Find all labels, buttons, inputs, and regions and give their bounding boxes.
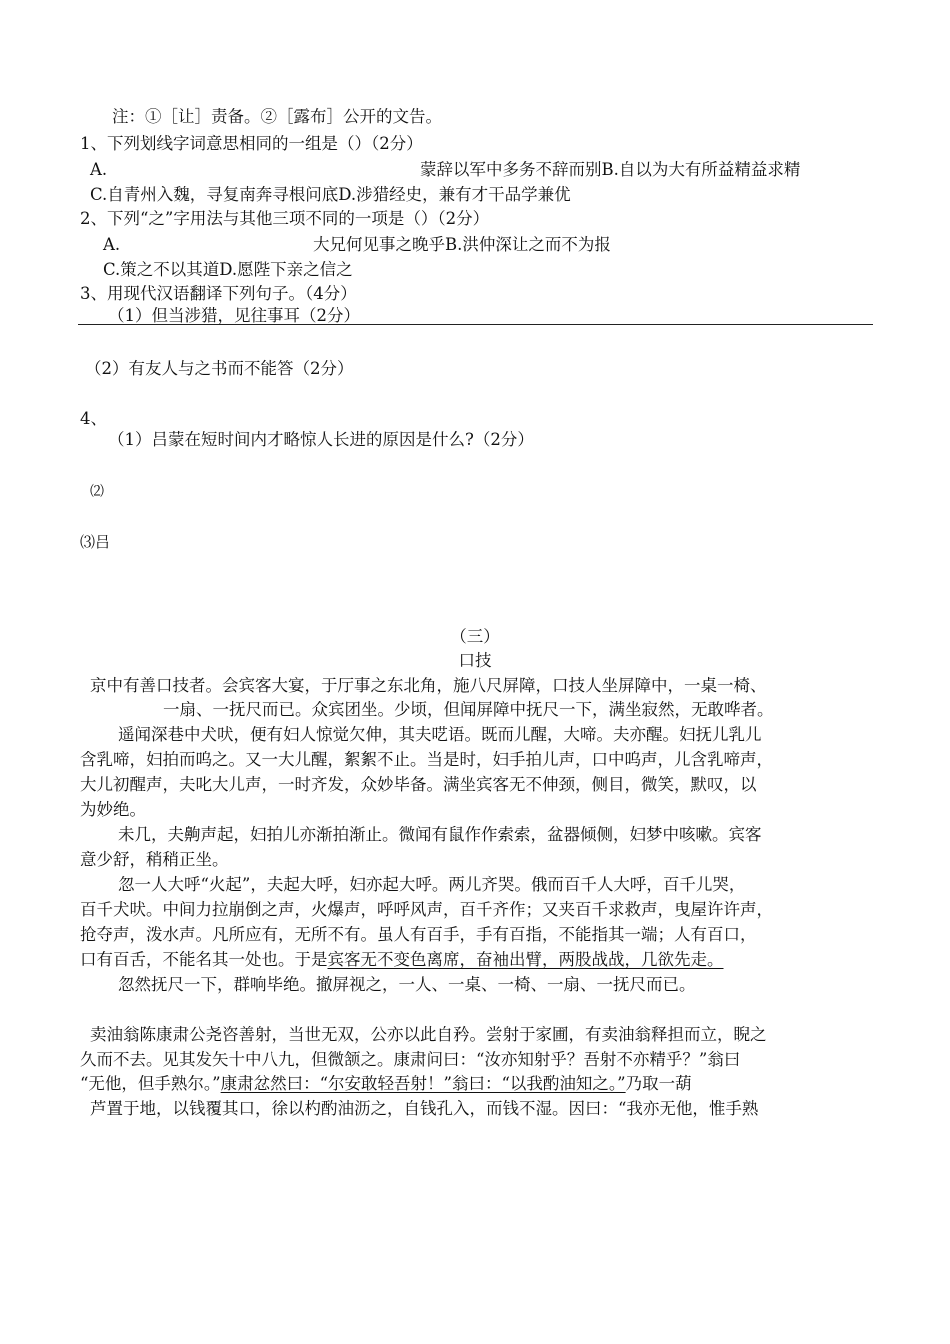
underlined-sentence: 宾客无不变色离席，奋袖出臂，两股战战，几欲先走。 [327,950,724,969]
passage-line: 一扇、一抚尺而已。众宾团坐。少顷，但闻屏障中抚尺一下，满坐寂然，无敢哗者。 [163,700,774,719]
passage-text: “无他，但手熟尔。” [80,1074,221,1093]
passage-line: 久而不去。见其发矢十中八九，但微颔之。康肃问曰：“汝亦知射乎？吾射不亦精乎？”翁曰 [80,1050,741,1069]
question-4-item-1: （1）吕蒙在短时间内才略惊人长进的原因是什么?（2分） [108,430,534,449]
passage-line: 遥闻深巷中犬吠，便有妇人惊觉欠伸，其夫呓语。既而儿醒，大啼。夫亦醒。妇抚儿乳儿 [118,725,762,744]
passage-title: 口技 [458,651,492,670]
question-3-item-2: （2）有友人与之书而不能答（2分） [85,359,354,378]
passage-line: 为妙绝。 [80,800,146,819]
question-1-options-cd: C.自青州入魏，寻复南奔寻根问底D.涉猎经史，兼有才干品学兼优 [90,185,571,204]
question-1-options-ab: 蒙辞以军中多务不辞而别B.自以为大有所益精益求精 [420,160,801,179]
question-4-item-2: ⑵ [90,484,104,500]
passage-line: 意少舒，稍稍正坐。 [80,850,229,869]
question-2-option-a-label: A. [103,235,121,254]
annotation-note: 注：①［让］责备。②［露布］公开的文告。 [112,107,442,126]
passage-line [80,949,724,971]
question-2-options-cd: C.策之不以其道D.愿陛下亲之信之 [103,260,353,279]
passage-text: 乃取一葫 [625,1074,692,1093]
question-3-item-1: （1）但当涉猎，见往事耳（2分） [108,306,360,325]
question-1: 1、下列划线字词意思相同的一组是（）（2分） [80,134,423,153]
passage-line: 忽然抚尺一下，群响毕绝。撤屏视之，一人、一桌、一椅、一扇、一抚尺而已。 [118,975,696,994]
passage-line: 忽一人大呼“火起”，夫起大呼，妇亦起大呼。两儿齐哭。俄而百千人大呼，百千儿哭， [118,875,746,894]
question-4: 4、 [80,409,107,428]
underlined-sentence: 康肃忿然曰：“尔安敢轻吾射！”翁曰：“以我酌油知之。” [220,1074,626,1093]
question-1-option-a-label: A. [90,160,108,179]
question-4-item-3: ⑶吕 [80,533,111,551]
passage-line: 抢夺声，泼水声。凡所应有，无所不有。虽人有百手，手有百指，不能指其一端；人有百口， [80,925,757,944]
passage-line: 百千犬吠。中间力拉崩倒之声，火爆声，呼呼风声，百千齐作；又夹百千求救声，曳屋许许声， [80,900,773,919]
passage-line: 含乳啼，妇拍而呜之。又一大儿醒，絮絮不止。当是时，妇手拍儿声，口中呜声，儿含乳啼声， [80,750,773,769]
question-3: 3、用现代汉语翻译下列句子。（4分） [80,284,357,303]
passage-line: 未几，夫齁声起，妇拍儿亦渐拍渐止。微闻有鼠作作索索，盆器倾侧，妇梦中咳嗽。宾客 [118,825,762,844]
answer-line [78,324,873,325]
passage-line: 大儿初醒声，夫叱大儿声，一时齐发，众妙毕备。满坐宾客无不伸颈，侧目，微笑，默叹，以 [80,775,757,794]
question-2-options-ab: 大兄何见事之晚乎B.洪仲深让之而不为报 [313,235,611,254]
passage-line: 京中有善口技者。会宾客大宴，于厅事之东北角，施八尺屏障，口技人坐屏障中，一桌一椅、 [90,676,767,695]
question-2: 2、下列“之”字用法与其他三项不同的一项是（）（2分） [80,209,490,228]
passage-line: 卖油翁陈康肃公尧咨善射，当世无双，公亦以此自矜。尝射于家圃，有卖油翁释担而立，睨之 [90,1025,767,1044]
passage-text: 口有百舌，不能名其一处也。于是 [80,950,328,969]
section-number: （三） [450,627,500,646]
passage-line: 芦置于地，以钱覆其口，徐以杓酌油沥之，自钱孔入，而钱不湿。因曰：“我亦无他，惟手熟 [90,1099,759,1118]
passage-line [80,1073,692,1095]
